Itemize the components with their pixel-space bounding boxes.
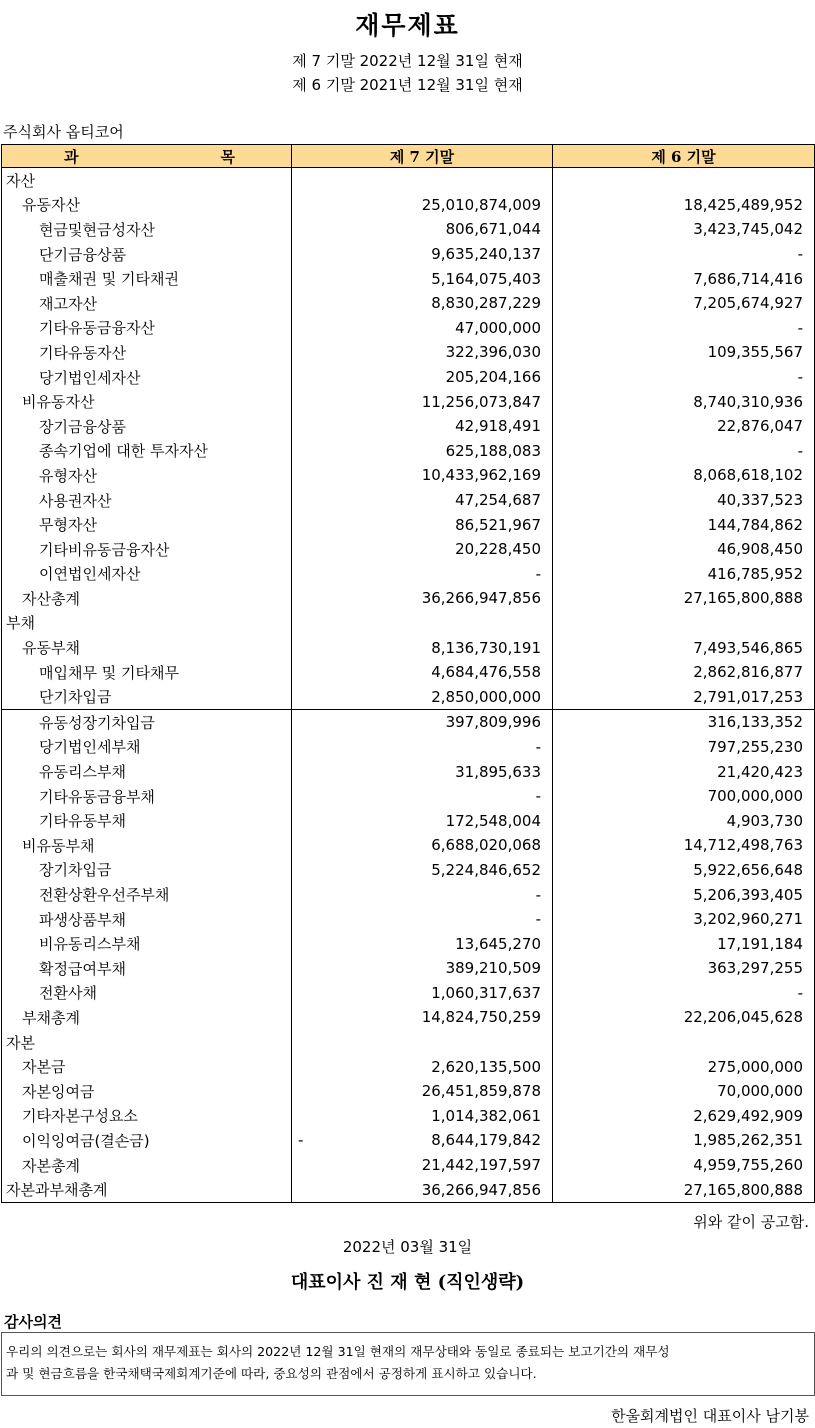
current-amount: 8,136,730,191 xyxy=(431,638,541,657)
table-row xyxy=(2,217,815,242)
row-prior-value: 7,686,714,416 xyxy=(553,266,815,291)
table-row xyxy=(2,660,815,685)
current-amount: 10,433,962,169 xyxy=(421,466,541,485)
row-label: 부채 xyxy=(2,611,292,636)
row-current-value xyxy=(292,463,553,488)
row-prior-value: 3,423,745,042 xyxy=(553,217,815,242)
balance-sheet-table xyxy=(1,144,815,1203)
current-amount: 625,188,083 xyxy=(445,441,541,460)
row-label: 단기금융상품 xyxy=(2,242,292,267)
current-amount: 8,830,287,229 xyxy=(431,294,541,313)
row-prior-value: 7,205,674,927 xyxy=(553,291,815,316)
row-label: 자본총계 xyxy=(2,1153,292,1178)
row-current-value xyxy=(292,956,553,981)
row-label: 유동자산 xyxy=(2,193,292,218)
row-current-value xyxy=(292,808,553,833)
row-label: 확정급여부채 xyxy=(2,956,292,981)
row-current-value xyxy=(292,784,553,809)
current-amount: - xyxy=(535,910,541,929)
table-row xyxy=(2,956,815,981)
row-label: 부채총계 xyxy=(2,1005,292,1030)
row-label: 자본과부채총계 xyxy=(2,1177,292,1202)
table-header-row xyxy=(2,145,815,168)
row-prior-value: 4,959,755,260 xyxy=(553,1153,815,1178)
row-prior-value: 40,337,523 xyxy=(553,488,815,513)
table-row xyxy=(2,1177,815,1202)
row-prior-value: 18,425,489,952 xyxy=(553,193,815,218)
table-row xyxy=(2,562,815,587)
current-amount: 389,210,509 xyxy=(445,959,541,978)
row-label: 자산 xyxy=(2,168,292,193)
audit-title: 감사의견 xyxy=(4,1313,62,1331)
current-amount: 47,000,000 xyxy=(455,318,541,337)
row-current-value xyxy=(292,1104,553,1129)
current-amount: 26,451,859,878 xyxy=(421,1082,541,1101)
row-current-value xyxy=(292,512,553,537)
table-body xyxy=(2,168,815,1203)
row-prior-value: 4,903,730 xyxy=(553,808,815,833)
row-label: 이익잉여금(결손금) xyxy=(2,1128,292,1153)
table-row xyxy=(2,858,815,883)
row-label: 사용권자산 xyxy=(2,488,292,513)
row-current-value xyxy=(292,242,553,267)
row-prior-value: 5,922,656,648 xyxy=(553,858,815,883)
row-prior-value: 27,165,800,888 xyxy=(553,1177,815,1202)
table-row xyxy=(2,1005,815,1030)
table-row xyxy=(2,611,815,636)
row-current-value xyxy=(292,439,553,464)
current-amount: 6,688,020,068 xyxy=(431,836,541,855)
row-prior-value: - xyxy=(553,242,815,267)
current-amount: 1,060,317,637 xyxy=(431,983,541,1002)
row-current-value xyxy=(292,931,553,956)
notice-date: 2022년 03월 31일 xyxy=(342,1238,473,1256)
current-amount: 47,254,687 xyxy=(455,491,541,510)
current-amount: 13,645,270 xyxy=(455,934,541,953)
row-prior-value: 144,784,862 xyxy=(553,512,815,537)
row-prior-value: 2,629,492,909 xyxy=(553,1104,815,1129)
row-label: 자본 xyxy=(2,1030,292,1055)
audit-text-line2: 과 및 현금흐름을 한국채택국제회계기준에 따라, 중요성의 관점에서 공정하게 표시하고 있습니다. xyxy=(6,1366,537,1381)
row-current-value xyxy=(292,1128,553,1153)
table-row xyxy=(2,193,815,218)
row-label: 기타유동금융부채 xyxy=(2,784,292,809)
row-label: 자본금 xyxy=(2,1054,292,1079)
current-amount: 2,620,135,500 xyxy=(431,1057,541,1076)
table-row xyxy=(2,439,815,464)
row-label: 기타유동부채 xyxy=(2,808,292,833)
row-current-value xyxy=(292,562,553,587)
row-current-value xyxy=(292,981,553,1006)
table-row xyxy=(2,1054,815,1079)
table-row xyxy=(2,784,815,809)
table-row xyxy=(2,684,815,709)
table-row xyxy=(2,316,815,341)
current-amount: 86,521,967 xyxy=(455,515,541,534)
current-amount: - xyxy=(535,564,541,583)
row-label: 이연법인세자산 xyxy=(2,562,292,587)
row-current-value xyxy=(292,537,553,562)
row-label: 유동부채 xyxy=(2,635,292,660)
row-label: 비유동자산 xyxy=(2,389,292,414)
row-current-value xyxy=(292,1177,553,1202)
signer: 대표이사 진 재 현 (직인생략) xyxy=(290,1272,525,1293)
row-prior-value: - xyxy=(553,365,815,390)
table-row xyxy=(2,1104,815,1129)
row-prior-value: 1,985,262,351 xyxy=(553,1128,815,1153)
audit-opinion-box xyxy=(1,1332,815,1396)
table-row xyxy=(2,365,815,390)
row-prior-value xyxy=(553,611,815,636)
row-label: 현금및현금성자산 xyxy=(2,217,292,242)
row-current-value xyxy=(292,1054,553,1079)
row-prior-value: 46,908,450 xyxy=(553,537,815,562)
row-prior-value: 5,206,393,405 xyxy=(553,882,815,907)
current-amount: 5,224,846,652 xyxy=(431,860,541,879)
current-amount: 1,014,382,061 xyxy=(431,1106,541,1125)
row-label: 무형자산 xyxy=(2,512,292,537)
row-prior-value: - xyxy=(553,981,815,1006)
row-prior-value: 17,191,184 xyxy=(553,931,815,956)
table-row xyxy=(2,1153,815,1178)
row-label: 비유동부채 xyxy=(2,833,292,858)
table-row xyxy=(2,635,815,660)
row-prior-value: 22,206,045,628 xyxy=(553,1005,815,1030)
row-prior-value: 700,000,000 xyxy=(553,784,815,809)
row-prior-value: 7,493,546,865 xyxy=(553,635,815,660)
row-current-value xyxy=(292,684,553,709)
table-row xyxy=(2,537,815,562)
row-current-value xyxy=(292,586,553,611)
row-prior-value xyxy=(553,168,815,193)
header-item xyxy=(2,145,292,168)
row-label: 유동성장기차입금 xyxy=(2,710,292,735)
current-amount: 31,895,633 xyxy=(455,762,541,781)
table-row xyxy=(2,512,815,537)
row-current-value xyxy=(292,882,553,907)
row-label: 기타유동자산 xyxy=(2,340,292,365)
row-current-value xyxy=(292,735,553,760)
table-row xyxy=(2,808,815,833)
table-row xyxy=(2,168,815,193)
table-row xyxy=(2,291,815,316)
table-row xyxy=(2,1079,815,1104)
row-current-value xyxy=(292,488,553,513)
row-prior-value: 3,202,960,271 xyxy=(553,907,815,932)
current-amount: 4,684,476,558 xyxy=(431,663,541,682)
current-amount: 172,548,004 xyxy=(445,811,541,830)
closing-note: 위와 같이 공고함. xyxy=(693,1213,809,1231)
current-amount: 5,164,075,403 xyxy=(431,269,541,288)
row-current-value xyxy=(292,365,553,390)
row-current-value xyxy=(292,389,553,414)
current-amount: 25,010,874,009 xyxy=(421,195,541,214)
row-current-value xyxy=(292,168,553,193)
row-current-value xyxy=(292,414,553,439)
table-row xyxy=(2,931,815,956)
current-amount: 14,824,750,259 xyxy=(421,1008,541,1027)
row-label: 장기금융상품 xyxy=(2,414,292,439)
auditor-name: 한울회계법인 대표이사 남기봉 xyxy=(611,1407,809,1425)
row-current-value xyxy=(292,193,553,218)
row-prior-value: 70,000,000 xyxy=(553,1079,815,1104)
row-label: 파생상품부채 xyxy=(2,907,292,932)
negative-sign: - xyxy=(298,1131,304,1150)
row-label: 비유동리스부채 xyxy=(2,931,292,956)
row-label: 당기법인세자산 xyxy=(2,365,292,390)
table-row xyxy=(2,833,815,858)
company-name: 주식회사 옵티코어 xyxy=(3,123,124,141)
row-prior-value xyxy=(553,1030,815,1055)
table-row xyxy=(2,488,815,513)
row-prior-value: 8,068,618,102 xyxy=(553,463,815,488)
header-current: 제 7 기말 xyxy=(292,145,553,168)
row-current-value xyxy=(292,217,553,242)
table-row xyxy=(2,1128,815,1153)
table-row xyxy=(2,735,815,760)
current-amount: 2,850,000,000 xyxy=(431,687,541,706)
table-row xyxy=(2,1030,815,1055)
row-prior-value: 797,255,230 xyxy=(553,735,815,760)
row-label: 종속기업에 대한 투자자산 xyxy=(2,439,292,464)
table-row xyxy=(2,882,815,907)
row-label: 자산총계 xyxy=(2,586,292,611)
row-current-value xyxy=(292,759,553,784)
audit-text-line1: 우리의 의견으로는 회사의 재무제표는 회사의 2022년 12월 31일 현재의 재무상태와 동일로 종료되는 보고기간의 재무성 xyxy=(6,1344,670,1359)
row-prior-value: - xyxy=(553,439,815,464)
row-label: 기타비유동금융자산 xyxy=(2,537,292,562)
row-label: 전환사채 xyxy=(2,981,292,1006)
row-current-value xyxy=(292,1005,553,1030)
row-current-value xyxy=(292,316,553,341)
header-prior: 제 6 기말 xyxy=(553,145,815,168)
row-prior-value: 14,712,498,763 xyxy=(553,833,815,858)
table-row xyxy=(2,586,815,611)
row-prior-value: 109,355,567 xyxy=(553,340,815,365)
row-label: 재고자산 xyxy=(2,291,292,316)
row-prior-value: 316,133,352 xyxy=(553,710,815,735)
current-amount: 205,204,166 xyxy=(445,368,541,387)
current-amount: 11,256,073,847 xyxy=(421,392,541,411)
row-prior-value: 275,000,000 xyxy=(553,1054,815,1079)
current-amount: 36,266,947,856 xyxy=(421,1180,541,1199)
row-prior-value: 2,862,816,877 xyxy=(553,660,815,685)
row-current-value xyxy=(292,611,553,636)
table-row xyxy=(2,981,815,1006)
row-label: 매입채무 및 기타채무 xyxy=(2,660,292,685)
row-current-value xyxy=(292,266,553,291)
row-current-value xyxy=(292,710,553,735)
table-row xyxy=(2,907,815,932)
row-label: 장기차입금 xyxy=(2,858,292,883)
row-label: 유형자산 xyxy=(2,463,292,488)
table-row xyxy=(2,340,815,365)
current-amount: - xyxy=(535,885,541,904)
period-current: 제 7 기말 2022년 12월 31일 현재 xyxy=(292,52,523,70)
row-current-value xyxy=(292,907,553,932)
table-row xyxy=(2,389,815,414)
row-prior-value: 416,785,952 xyxy=(553,562,815,587)
current-amount: - xyxy=(535,787,541,806)
table-row xyxy=(2,242,815,267)
row-current-value xyxy=(292,291,553,316)
row-current-value xyxy=(292,1153,553,1178)
row-label: 단기차입금 xyxy=(2,684,292,709)
table-row xyxy=(2,414,815,439)
header-item-left: 과 xyxy=(64,147,79,166)
current-amount: 42,918,491 xyxy=(455,417,541,436)
row-prior-value: 363,297,255 xyxy=(553,956,815,981)
header-item-right: 목 xyxy=(220,147,235,166)
row-prior-value: 21,420,423 xyxy=(553,759,815,784)
current-amount: - xyxy=(535,737,541,756)
current-amount: 322,396,030 xyxy=(445,343,541,362)
row-prior-value: 2,791,017,253 xyxy=(553,684,815,709)
row-label: 기타유동금융자산 xyxy=(2,316,292,341)
current-amount: 8,644,179,842 xyxy=(431,1131,541,1150)
row-label: 유동리스부채 xyxy=(2,759,292,784)
table-row xyxy=(2,710,815,735)
current-amount: 806,671,044 xyxy=(445,220,541,239)
period-prior: 제 6 기말 2021년 12월 31일 현재 xyxy=(292,76,523,94)
row-label: 매출채권 및 기타채권 xyxy=(2,266,292,291)
current-amount: 20,228,450 xyxy=(455,540,541,559)
current-amount: 9,635,240,137 xyxy=(431,245,541,264)
table-row xyxy=(2,266,815,291)
row-prior-value: 22,876,047 xyxy=(553,414,815,439)
row-current-value xyxy=(292,635,553,660)
row-label: 전환상환우선주부채 xyxy=(2,882,292,907)
row-current-value xyxy=(292,858,553,883)
row-current-value xyxy=(292,1079,553,1104)
current-amount: 397,809,996 xyxy=(445,713,541,732)
row-label: 기타자본구성요소 xyxy=(2,1104,292,1129)
current-amount: 36,266,947,856 xyxy=(421,589,541,608)
table-row xyxy=(2,463,815,488)
row-current-value xyxy=(292,340,553,365)
row-label: 당기법인세부채 xyxy=(2,735,292,760)
table-row xyxy=(2,759,815,784)
row-prior-value: 27,165,800,888 xyxy=(553,586,815,611)
page-title: 재무제표 xyxy=(355,11,460,40)
row-current-value xyxy=(292,833,553,858)
row-label: 자본잉여금 xyxy=(2,1079,292,1104)
row-prior-value: - xyxy=(553,316,815,341)
row-current-value xyxy=(292,1030,553,1055)
row-current-value xyxy=(292,660,553,685)
current-amount: 21,442,197,597 xyxy=(421,1156,541,1175)
row-prior-value: 8,740,310,936 xyxy=(553,389,815,414)
